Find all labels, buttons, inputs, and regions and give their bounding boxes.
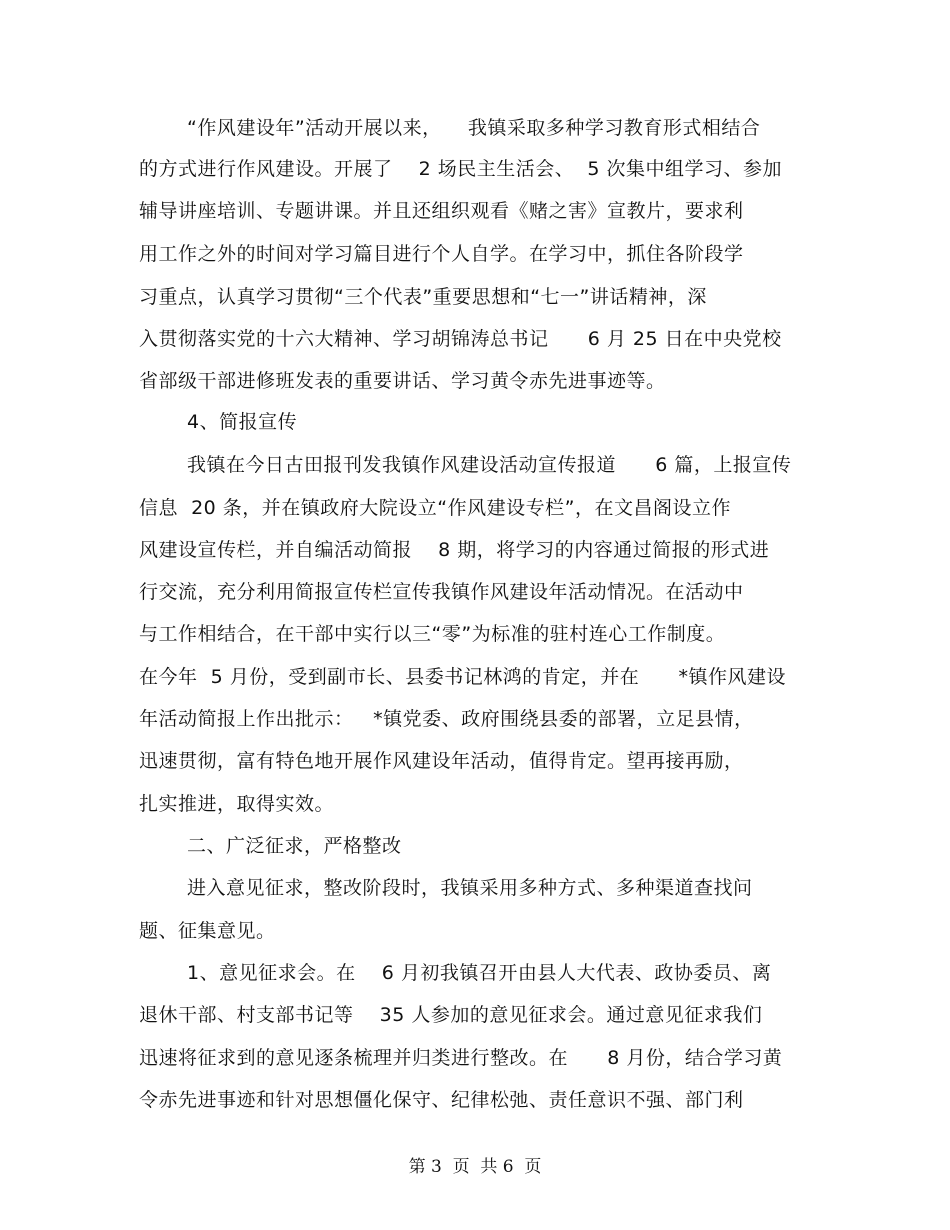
text-line-14: 在今年 5 月份，受到副市长、县委书记林鸿的肯定，并在 *镇作风建设 [139,666,786,688]
text-line-7: 省部级干部进修班发表的重要讲话、学习黄令赤先进事迹等。 [139,370,666,392]
text-line-22: 退休干部、村支部书记等 35 人参加的意见征求会。通过意见征求我们 [139,1004,763,1026]
text-line-17: 扎实推进，取得实效。 [139,793,335,815]
text-line-6: 入贯彻落实党的十六大精神、学习胡锦涛总书记 6 月 25 日在中央党校 [139,328,782,350]
text-line-20: 题、征集意见。 [139,920,276,942]
text-line-10: 信息 20 条，并在镇政府大院设立“作风建设专栏”，在文昌阁设立作 [139,497,731,519]
text-line-9: 我镇在今日古田报刊发我镇作风建设活动宣传报道 6 篇，上报宣传 [187,454,792,476]
text-line-11: 风建设宣传栏，并自编活动简报 8 期，将学习的内容通过简报的形式进 [139,539,770,561]
text-line-3: 辅导讲座培训、专题讲课。并且还组织观看《赌之害》宣教片，要求利 [139,200,744,222]
text-line-1: “作风建设年”活动开展以来， 我镇采取多种学习教育形式相结合 [187,117,761,139]
text-line-2: 的方式进行作风建设。开展了 2 场民主生活会、 5 次集中组学习、参加 [139,158,782,180]
section-heading-2: 二、广泛征求，严格整改 [187,835,402,857]
page-footer: 第 3 页 共 6 页 [408,1157,542,1177]
text-line-23: 迅速将征求到的意见逐条梳理并归类进行整改。在 8 月份，结合学习黄 [139,1047,783,1069]
text-line-13: 与工作相结合，在干部中实行以三“零”为标准的驻村连心工作制度。 [139,623,726,645]
text-line-15: 年活动简报上作出批示： *镇党委、政府围绕县委的部署，立足县情， [139,708,754,730]
text-line-24: 令赤先进事迹和针对思想僵化保守、纪律松弛、责任意识不强、部门利 [139,1089,744,1111]
text-line-4: 用工作之外的时间对学习篇目进行个人自学。在学习中，抓住各阶段学 [139,243,744,265]
section-heading-4: 4、简报宣传 [187,411,298,433]
text-line-16: 迅速贯彻，富有特色地开展作风建设年活动，值得肯定。望再接再励， [139,750,744,772]
text-line-19: 进入意见征求，整改阶段时，我镇采用多种方式、多种渠道查找问 [187,877,753,899]
text-line-12: 行交流，充分利用简报宣传栏宣传我镇作风建设年活动情况。在活动中 [139,581,744,603]
text-line-21: 1、意见征求会。在 6 月初我镇召开由县人大代表、政协委员、离 [187,962,772,984]
text-line-5: 习重点，认真学习贯彻“三个代表”重要思想和“七一”讲话精神，深 [139,286,707,308]
